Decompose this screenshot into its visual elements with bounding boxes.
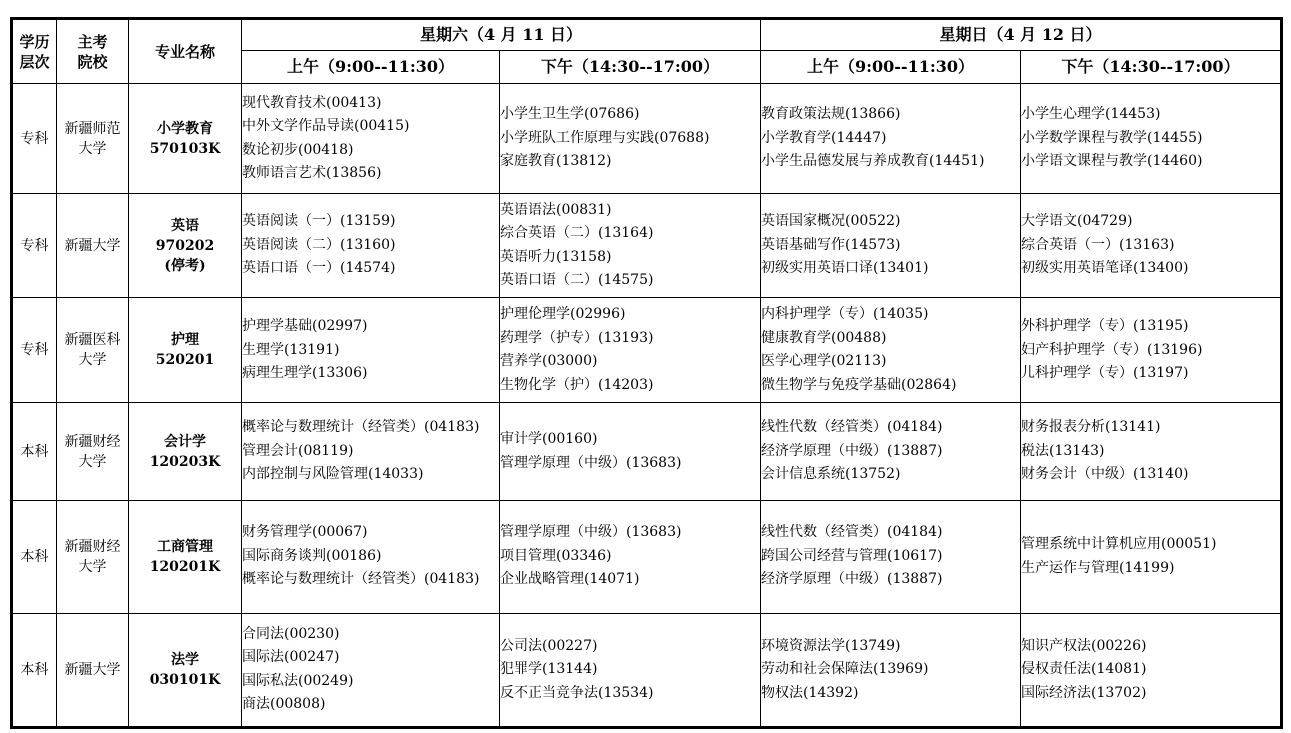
level-cell: 本科 xyxy=(12,500,57,613)
school-cell xyxy=(57,403,129,500)
level-cell: 专科 xyxy=(12,84,57,194)
major-line: 520201 xyxy=(155,352,215,369)
course-item: 英语国家概况(00522) xyxy=(761,213,901,230)
school-line: 大学 xyxy=(78,453,107,470)
header-sat-pm: 下午（14:30--17:00） xyxy=(500,51,761,84)
header-sun-am: 上午（9:00--11:30） xyxy=(761,51,1021,84)
school-line: 新疆医科 xyxy=(64,332,121,349)
major-cell xyxy=(129,194,242,298)
major-line: 570103K xyxy=(149,140,221,157)
course-item: 数论初步(00418) xyxy=(242,141,354,158)
exam-schedule-table xyxy=(10,17,1283,729)
course-item: 会计信息系统(13752) xyxy=(761,466,901,483)
course-item: 小学生品德发展与养成教育(14451) xyxy=(761,153,985,170)
major-line: 护理 xyxy=(171,332,199,349)
header-level xyxy=(12,19,57,84)
course-item: 线性代数（经管类）(04184) xyxy=(761,524,943,541)
courses-sun-am xyxy=(761,403,1021,500)
course-item: 药理学（护专）(13193) xyxy=(500,329,654,346)
course-item: 财务会计（中级）(13140) xyxy=(1021,466,1189,483)
school-line: 大学 xyxy=(78,558,107,575)
course-item: 劳动和社会保障法(13969) xyxy=(761,661,929,678)
course-item: 线性代数（经管类）(04184) xyxy=(761,419,943,436)
courses-sun-pm xyxy=(1021,298,1282,403)
course-item: 商法(00808) xyxy=(242,696,326,713)
school-cell xyxy=(57,500,129,613)
header-sun-pm: 下午（14:30--17:00） xyxy=(1021,51,1282,84)
course-item: 英语语法(00831) xyxy=(500,201,612,218)
courses-sun-pm xyxy=(1021,403,1282,500)
school-line: 新疆大学 xyxy=(64,237,121,254)
course-item: 企业战略管理(14071) xyxy=(500,571,640,588)
courses-sat-pm xyxy=(500,298,761,403)
course-item: 国际法(00247) xyxy=(242,649,340,666)
major-cell xyxy=(129,613,242,727)
course-item: 税法(13143) xyxy=(1021,442,1105,459)
header-level-text: 学历 层次 xyxy=(19,32,50,71)
course-item: 经济学原理（中级）(13887) xyxy=(761,571,943,588)
course-item: 管理系统中计算机应用(00051) xyxy=(1021,536,1217,553)
courses-sat-am xyxy=(242,613,500,727)
course-item: 内部控制与风险管理(14033) xyxy=(242,466,424,483)
course-item: 小学生卫生学(07686) xyxy=(500,106,640,123)
course-item: 知识产权法(00226) xyxy=(1021,637,1147,654)
course-item: 反不正当竞争法(13534) xyxy=(500,684,654,701)
courses-sat-pm xyxy=(500,500,761,613)
course-item: 概率论与数理统计（经管类）(04183) xyxy=(242,571,480,588)
courses-sun-pm xyxy=(1021,194,1282,298)
course-item: 中外文学作品导读(00415) xyxy=(242,118,410,135)
course-item: 教育政策法规(13866) xyxy=(761,106,901,123)
major-cell xyxy=(129,403,242,500)
course-item: 经济学原理（中级）(13887) xyxy=(761,442,943,459)
major-line: (停考) xyxy=(164,257,206,274)
course-item: 病理生理学(13306) xyxy=(242,365,368,382)
course-item: 环境资源法学(13749) xyxy=(761,637,901,654)
school-line: 新疆师范 xyxy=(64,120,121,137)
header-major: 专业名称 xyxy=(129,19,242,84)
header-saturday: 星期六（4 月 11 日） xyxy=(242,19,761,51)
major-line: 120203K xyxy=(149,453,221,470)
school-line: 新疆财经 xyxy=(64,538,121,555)
courses-sat-pm xyxy=(500,194,761,298)
courses-sun-am xyxy=(761,613,1021,727)
courses-sat-pm xyxy=(500,613,761,727)
courses-sat-am xyxy=(242,298,500,403)
course-item: 国际经济法(13702) xyxy=(1021,684,1147,701)
courses-sun-am xyxy=(761,194,1021,298)
major-line: 小学教育 xyxy=(157,120,213,137)
course-item: 项目管理(03346) xyxy=(500,547,612,564)
course-item: 综合英语（二）(13164) xyxy=(500,225,654,242)
course-item: 生理学(13191) xyxy=(242,341,340,358)
course-item: 儿科护理学（专）(13197) xyxy=(1021,365,1189,382)
course-item: 概率论与数理统计（经管类）(04183) xyxy=(242,419,480,436)
school-cell xyxy=(57,84,129,194)
course-item: 国际商务谈判(00186) xyxy=(242,547,382,564)
course-item: 小学语文课程与教学(14460) xyxy=(1021,153,1203,170)
course-item: 侵权责任法(14081) xyxy=(1021,661,1147,678)
major-line: 法学 xyxy=(171,651,199,668)
course-item: 护理学基础(02997) xyxy=(242,318,368,335)
course-item: 医学心理学(02113) xyxy=(761,353,887,370)
major-line: 030101K xyxy=(149,671,221,688)
course-item: 管理会计(08119) xyxy=(242,442,354,459)
courses-sat-am xyxy=(242,194,500,298)
courses-sun-am xyxy=(761,298,1021,403)
course-item: 英语阅读（二）(13160) xyxy=(242,236,396,253)
course-item: 小学班队工作原理与实践(07688) xyxy=(500,129,710,146)
table-row xyxy=(12,194,1282,298)
courses-sun-pm xyxy=(1021,500,1282,613)
course-item: 现代教育技术(00413) xyxy=(242,94,382,111)
course-item: 犯罪学(13144) xyxy=(500,661,598,678)
header-school-text: 主考 院校 xyxy=(77,32,108,71)
major-line: 工商管理 xyxy=(157,538,213,555)
courses-sun-am xyxy=(761,84,1021,194)
school-line: 大学 xyxy=(78,352,107,369)
header-sat-am: 上午（9:00--11:30） xyxy=(242,51,500,84)
courses-sun-pm xyxy=(1021,84,1282,194)
schedule-body xyxy=(12,84,1282,728)
major-line: 120201K xyxy=(149,558,221,575)
course-item: 财务报表分析(13141) xyxy=(1021,419,1161,436)
course-item: 生物化学（护）(14203) xyxy=(500,376,654,393)
major-line: 970202 xyxy=(155,237,215,254)
major-line: 英语 xyxy=(171,217,199,234)
courses-sat-pm xyxy=(500,84,761,194)
major-cell xyxy=(129,500,242,613)
course-item: 初级实用英语口译(13401) xyxy=(761,260,929,277)
level-cell: 专科 xyxy=(12,194,57,298)
level-cell: 本科 xyxy=(12,403,57,500)
table-row xyxy=(12,500,1282,613)
course-item: 小学教育学(14447) xyxy=(761,129,887,146)
course-item: 物权法(14392) xyxy=(761,684,859,701)
major-line: 会计学 xyxy=(164,433,206,450)
course-item: 公司法(00227) xyxy=(500,637,598,654)
courses-sat-am xyxy=(242,403,500,500)
course-item: 大学语文(04729) xyxy=(1021,213,1133,230)
school-cell xyxy=(57,298,129,403)
course-item: 家庭教育(13812) xyxy=(500,153,612,170)
course-item: 外科护理学（专）(13195) xyxy=(1021,318,1189,335)
course-item: 生产运作与管理(14199) xyxy=(1021,559,1175,576)
course-item: 教师语言艺术(13856) xyxy=(242,165,382,182)
course-item: 健康教育学(00488) xyxy=(761,329,887,346)
course-item: 英语听力(13158) xyxy=(500,248,612,265)
level-cell: 专科 xyxy=(12,298,57,403)
courses-sat-am xyxy=(242,84,500,194)
course-item: 小学数学课程与教学(14455) xyxy=(1021,129,1203,146)
courses-sat-pm xyxy=(500,403,761,500)
school-cell xyxy=(57,194,129,298)
header-sunday: 星期日（4 月 12 日） xyxy=(761,19,1282,51)
course-item: 管理学原理（中级）(13683) xyxy=(500,454,682,471)
courses-sat-am xyxy=(242,500,500,613)
course-item: 英语阅读（一）(13159) xyxy=(242,213,396,230)
school-line: 新疆大学 xyxy=(64,661,121,678)
course-item: 审计学(00160) xyxy=(500,431,598,448)
table-row xyxy=(12,403,1282,500)
course-item: 微生物学与免疫学基础(02864) xyxy=(761,376,957,393)
school-line: 新疆财经 xyxy=(64,433,121,450)
course-item: 内科护理学（专）(14035) xyxy=(761,306,929,323)
table-row xyxy=(12,84,1282,194)
school-cell xyxy=(57,613,129,727)
course-item: 营养学(03000) xyxy=(500,353,598,370)
course-item: 妇产科护理学（专）(13196) xyxy=(1021,341,1203,358)
course-item: 护理伦理学(02996) xyxy=(500,306,626,323)
table-row xyxy=(12,298,1282,403)
header-school xyxy=(57,19,129,84)
course-item: 综合英语（一）(13163) xyxy=(1021,236,1175,253)
course-item: 初级实用英语笔译(13400) xyxy=(1021,260,1189,277)
course-item: 小学生心理学(14453) xyxy=(1021,106,1161,123)
course-item: 英语口语（二）(14575) xyxy=(500,272,654,289)
course-item: 国际私法(00249) xyxy=(242,672,354,689)
table-row xyxy=(12,613,1282,727)
course-item: 合同法(00230) xyxy=(242,625,340,642)
courses-sun-am xyxy=(761,500,1021,613)
major-cell xyxy=(129,84,242,194)
course-item: 英语基础写作(14573) xyxy=(761,236,901,253)
level-cell: 本科 xyxy=(12,613,57,727)
major-cell xyxy=(129,298,242,403)
courses-sun-pm xyxy=(1021,613,1282,727)
course-item: 英语口语（一）(14574) xyxy=(242,260,396,277)
course-item: 财务管理学(00067) xyxy=(242,524,368,541)
school-line: 大学 xyxy=(78,140,107,157)
course-item: 管理学原理（中级）(13683) xyxy=(500,524,682,541)
course-item: 跨国公司经营与管理(10617) xyxy=(761,547,943,564)
